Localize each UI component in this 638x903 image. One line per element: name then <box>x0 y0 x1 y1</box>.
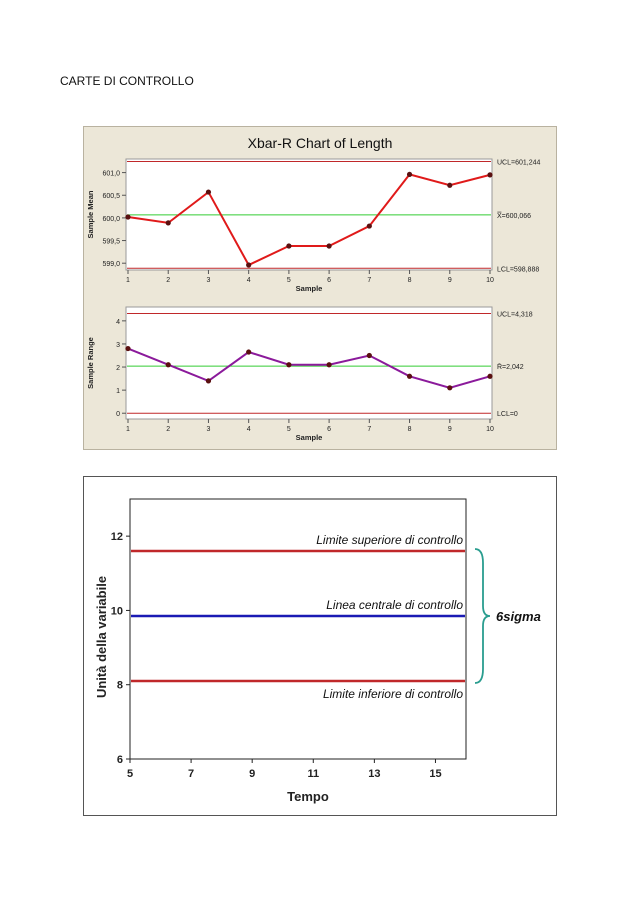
control-ytick-label: 12 <box>110 531 123 544</box>
mean-point <box>487 172 492 177</box>
range-ytick-label: 3 <box>116 341 120 349</box>
control-ylabel: Unità della variabile <box>94 575 109 699</box>
mean-ylabel: Sample Mean <box>86 190 95 239</box>
range-point <box>246 349 251 354</box>
control-xtick-label: 7 <box>188 768 195 780</box>
range-point <box>206 378 211 383</box>
control-xtick-label: 5 <box>126 768 134 780</box>
range-point <box>125 346 130 351</box>
range-ytick-label: 1 <box>116 388 120 396</box>
range-point <box>367 353 372 358</box>
control-xtick-label: 9 <box>249 768 256 780</box>
mean-point <box>327 243 332 248</box>
control-limits-chart <box>83 476 557 816</box>
mean-xlabel: Sample <box>295 284 323 293</box>
mean-ytick-label: 599,0 <box>102 261 120 269</box>
mean-xtick-label: 10 <box>486 277 494 284</box>
mean-ytick-label: 599,5 <box>102 238 120 246</box>
range-point <box>407 374 412 379</box>
range-xtick-label: 6 <box>327 426 332 433</box>
mean-point <box>206 189 211 194</box>
control-lcl-label: Limite inferiore di controllo <box>322 687 463 701</box>
control-center-label: Linea centrale di controllo <box>326 598 463 612</box>
range-lcl-label: LCL=0 <box>497 411 518 419</box>
mean-xtick-label: 8 <box>407 277 412 284</box>
range-xtick-label: 10 <box>486 426 494 433</box>
range-point <box>166 362 171 367</box>
mean-ytick-label: 600,0 <box>102 215 120 223</box>
mean-xtick-label: 4 <box>246 277 251 284</box>
mean-xtick-label: 5 <box>286 277 291 284</box>
control-xtick-label: 13 <box>368 768 381 780</box>
mean-xtick-label: 3 <box>206 277 211 284</box>
xbar-r-chart <box>83 126 557 450</box>
range-ylabel: Sample Range <box>86 337 95 389</box>
mean-point <box>407 172 412 177</box>
mean-ucl-label: UCL=601,244 <box>497 159 541 167</box>
range-ytick-label: 0 <box>116 411 120 419</box>
range-xtick-label: 1 <box>126 426 130 433</box>
range-xtick-label: 4 <box>246 426 251 433</box>
mean-center-label: X̿=600,066 <box>497 212 532 220</box>
mean-xtick-label: 7 <box>367 277 372 284</box>
mean-ytick-label: 600,5 <box>102 193 120 201</box>
range-xtick-label: 2 <box>166 426 171 433</box>
control-ytick-label: 6 <box>116 754 123 766</box>
mean-xtick-label: 9 <box>447 277 452 284</box>
control-ytick-label: 10 <box>110 605 123 618</box>
mean-point <box>447 183 452 188</box>
sigma-label: 6sigma <box>496 609 541 624</box>
range-xtick-label: 8 <box>407 426 412 433</box>
control-xtick-label: 11 <box>307 768 320 780</box>
range-xtick-label: 5 <box>286 426 291 433</box>
range-point <box>327 362 332 367</box>
mean-point <box>286 243 291 248</box>
mean-point <box>367 223 372 228</box>
mean-point <box>166 220 171 225</box>
range-point <box>487 374 492 379</box>
mean-point <box>125 214 130 219</box>
range-ucl-label: UCL=4,318 <box>497 311 533 319</box>
mean-xtick-label: 2 <box>166 277 171 284</box>
range-xtick-label: 9 <box>447 426 452 433</box>
range-xtick-label: 3 <box>206 426 211 433</box>
control-ytick-label: 8 <box>116 679 123 692</box>
range-plot-area <box>126 307 492 419</box>
range-xtick-label: 7 <box>367 426 372 433</box>
mean-xtick-label: 6 <box>327 277 332 284</box>
control-ucl-label: Limite superiore di controllo <box>316 533 463 547</box>
mean-xtick-label: 1 <box>126 277 130 284</box>
range-xlabel: Sample <box>295 433 323 442</box>
chart-frame <box>84 477 557 816</box>
mean-lcl-label: LCL=598,888 <box>497 266 540 274</box>
range-ytick-label: 2 <box>116 365 120 373</box>
page-heading: CARTE DI CONTROLLO <box>60 74 194 88</box>
range-point <box>286 362 291 367</box>
range-point <box>447 385 452 390</box>
control-xtick-label: 15 <box>429 768 442 780</box>
mean-point <box>246 262 251 267</box>
control-xlabel: Tempo <box>287 789 329 804</box>
xbar-r-title: Xbar-R Chart of Length <box>247 135 393 151</box>
range-center-label: R̄=2,042 <box>497 364 524 372</box>
range-ytick-label: 4 <box>116 318 120 326</box>
mean-ytick-label: 601,0 <box>102 170 120 178</box>
